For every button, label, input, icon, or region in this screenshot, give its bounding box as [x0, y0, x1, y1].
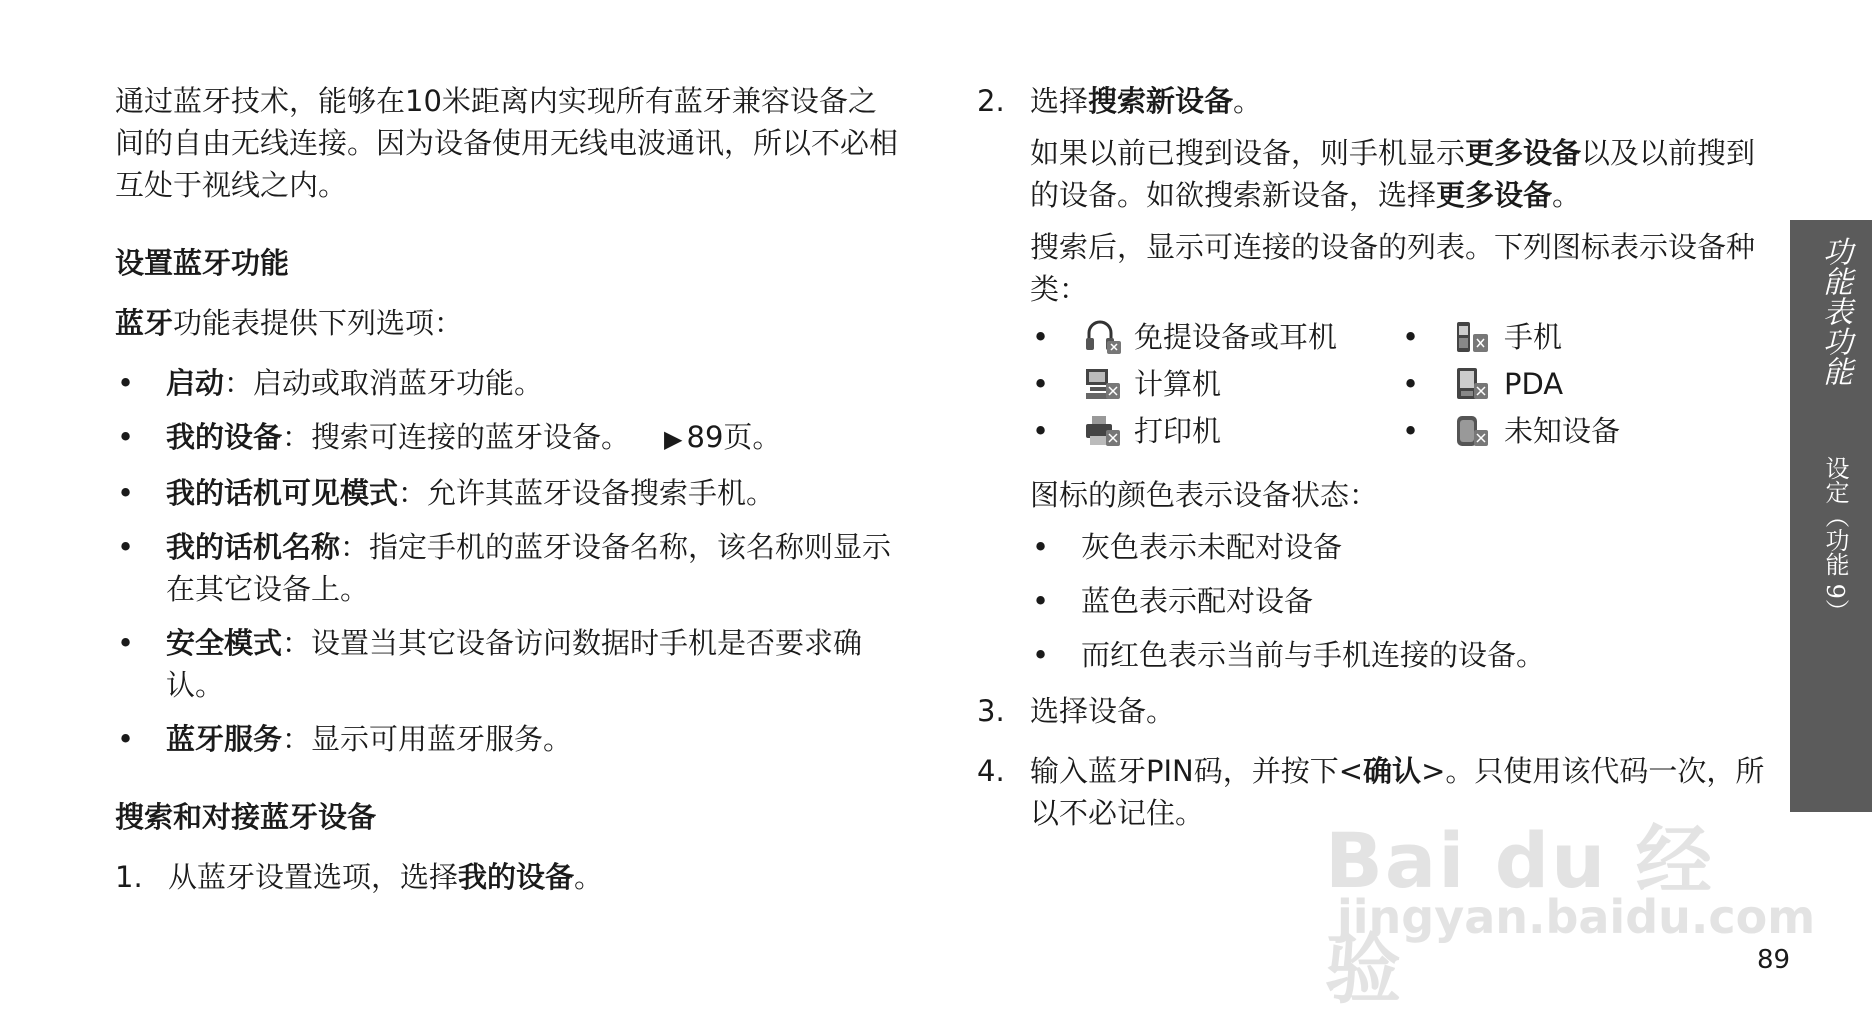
color-status-text: 蓝色表示配对设备 [1081, 584, 1314, 618]
more-devices-term: 更多设备 [1465, 136, 1582, 170]
section-heading-pairing: 搜索和对接蓝牙设备 [115, 800, 377, 834]
device-type-label: 手机 [1504, 320, 1563, 354]
step-2-paragraph [1030, 132, 1777, 216]
list-item [115, 416, 905, 460]
device-type-label: PDA [1504, 367, 1564, 401]
device-type-pda [1400, 363, 1700, 405]
chapter-side-tab [1790, 220, 1872, 812]
bullet: • [1032, 320, 1050, 354]
bluetooth-term: 蓝牙 [115, 306, 174, 340]
option-desc: ：允许其蓝牙设备搜索手机。 [398, 476, 776, 510]
step-number: 4. [977, 754, 1005, 788]
headset-icon [1082, 318, 1124, 356]
bullet: • [1402, 320, 1420, 354]
list-item [115, 472, 905, 514]
device-type-unknown [1400, 410, 1700, 452]
step-2 [977, 80, 1777, 122]
page-number: 89 [1757, 945, 1791, 975]
options-lead-text: 功能表提供下列选项： [173, 306, 464, 340]
bullet: • [117, 722, 135, 756]
option-term: 安全模式 [166, 626, 283, 660]
step-3 [977, 690, 1777, 732]
device-type-computer [1030, 363, 1400, 405]
bullet: • [1032, 530, 1050, 564]
step-text: 选择 [1030, 84, 1089, 118]
bullet: • [117, 420, 135, 454]
step-text: 输入蓝牙PIN码，并按下< [1030, 754, 1364, 788]
bullet: • [1032, 414, 1050, 448]
device-type-headset [1030, 316, 1400, 358]
list-item [1030, 634, 1777, 676]
option-term: 我的设备 [166, 420, 283, 454]
list-item [115, 362, 905, 404]
option-term: 我的话机可见模式 [166, 476, 399, 510]
bullet: • [1032, 584, 1050, 618]
option-desc: ：设置当其它设备访问数据时手机是否要求确认。 [166, 626, 863, 702]
device-type-label: 打印机 [1134, 414, 1222, 448]
phone-icon [1452, 318, 1494, 356]
step-1 [115, 856, 905, 898]
left-column [115, 80, 905, 898]
device-type-grid [1030, 316, 1777, 452]
device-type-label: 计算机 [1134, 367, 1222, 401]
bullet: • [1032, 367, 1050, 401]
step-text: 从蓝牙设置选项，选择 [168, 860, 459, 894]
step-end: >。只使用该代码一次，所以不必记住。 [1030, 754, 1765, 830]
device-type-printer [1030, 410, 1400, 452]
list-item [115, 526, 905, 610]
pda-icon [1452, 365, 1494, 403]
bullet: • [1402, 414, 1420, 448]
watermark-url: jingyan.baidu.com [1337, 890, 1816, 944]
option-term: 蓝牙服务 [166, 722, 283, 756]
color-status-text: 灰色表示未配对设备 [1081, 530, 1343, 564]
chapter-title: 功能表功能 [1817, 236, 1852, 386]
page-ref: 89页。 [686, 420, 782, 454]
step-term: 我的设备 [458, 860, 575, 894]
bullet: • [117, 366, 135, 400]
bullet: • [1402, 367, 1420, 401]
watermark-logo-text: Bai du 经验 [1325, 816, 1714, 1014]
step-term: 搜索新设备 [1088, 84, 1234, 118]
option-desc: ：启动或取消蓝牙功能。 [224, 366, 544, 400]
option-desc: ：指定手机的蓝牙设备名称，该名称则显示在其它设备上。 [166, 530, 892, 606]
color-status-text: 而红色表示当前与手机连接的设备。 [1081, 638, 1546, 672]
text-run: 如果以前已搜到设备，则手机显示 [1030, 136, 1466, 170]
device-type-label: 免提设备或耳机 [1134, 320, 1338, 354]
list-item [1030, 526, 1777, 568]
device-list-intro: 搜索后，显示可连接的设备的列表。下列图标表示设备种类： [1030, 230, 1756, 306]
device-type-phone [1400, 316, 1700, 358]
device-type-label: 未知设备 [1504, 414, 1621, 448]
right-column [977, 80, 1777, 834]
computer-icon [1082, 365, 1124, 403]
option-desc: ：搜索可连接的蓝牙设备。 [282, 420, 631, 454]
list-item [1030, 580, 1777, 622]
page-ref-arrow-icon: ▶ [664, 425, 683, 453]
bullet: • [117, 530, 135, 564]
list-item [115, 718, 905, 760]
bullet: • [117, 476, 135, 510]
more-devices-term: 更多设备 [1436, 178, 1553, 212]
list-item [115, 622, 905, 706]
color-status-intro: 图标的颜色表示设备状态： [1030, 478, 1379, 512]
step-number: 3. [977, 694, 1005, 728]
color-status-list [1030, 526, 1777, 676]
bullet: • [1032, 638, 1050, 672]
step-text: 选择设备。 [1030, 694, 1176, 728]
chapter-subtitle: 设定（功能 9） [1821, 456, 1849, 623]
text-run: 。 [1552, 178, 1582, 212]
text-run: 以及以前搜到的设备。如欲搜索新设备，选择 [1030, 136, 1756, 212]
step-end: 。 [1233, 84, 1263, 118]
option-term: 我的话机名称 [166, 530, 341, 564]
bullet: • [117, 626, 135, 660]
step-end: 。 [574, 860, 604, 894]
step-number: 2. [977, 84, 1005, 118]
step-2-body [977, 132, 1777, 676]
options-list [115, 362, 905, 760]
intro-paragraph: 通过蓝牙技术，能够在10米距离内实现所有蓝牙兼容设备之间的自由无线连接。因为设备使用无线电波通讯，所以不必相互处于视线之内。 [115, 84, 899, 202]
step-number: 1. [115, 860, 143, 894]
printer-icon [1082, 412, 1124, 450]
unknown-device-icon [1452, 412, 1494, 450]
option-term: 启动 [166, 366, 225, 400]
section-heading-setup: 设置蓝牙功能 [115, 246, 290, 280]
options-lead [115, 302, 905, 344]
option-desc: ：显示可用蓝牙服务。 [282, 722, 573, 756]
confirm-term: 确认 [1363, 754, 1422, 788]
